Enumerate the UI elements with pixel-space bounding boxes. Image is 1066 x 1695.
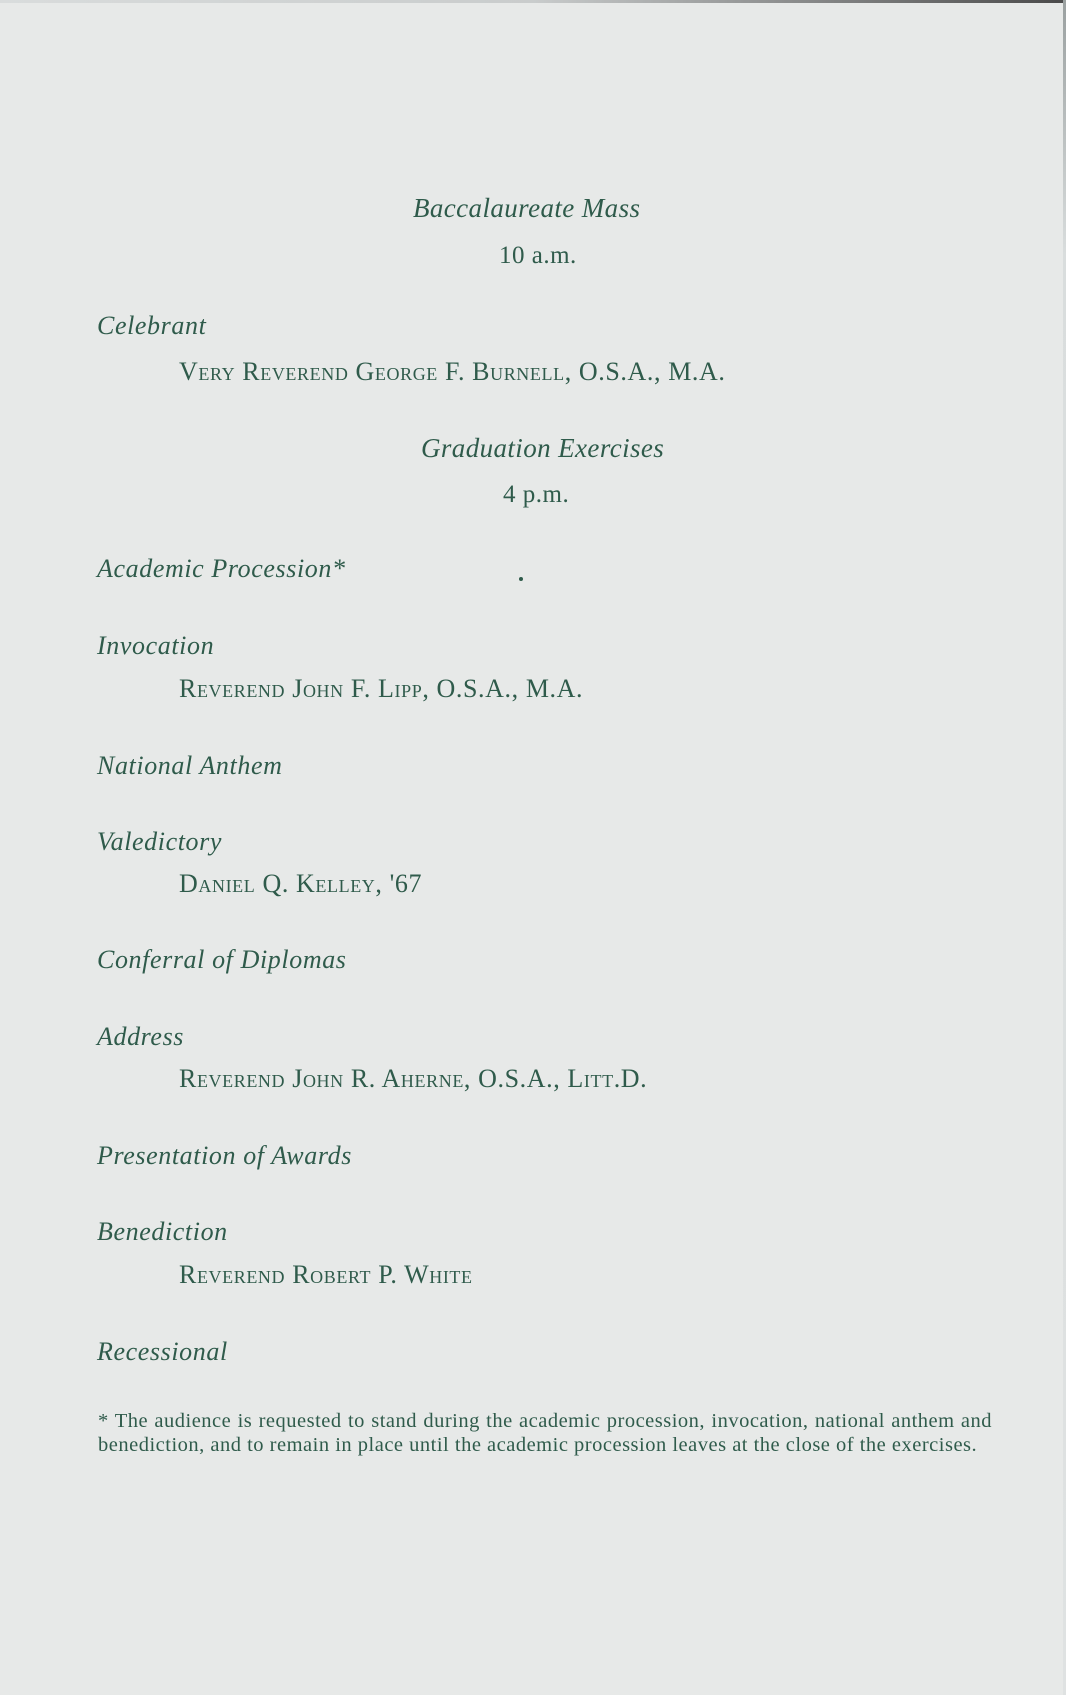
audience-footnote: * The audience is requested to stand during the academic procession, invocation, national anthem and benediction, and to remain in place until the academic procession leaves at the close of the exercises. bbox=[98, 1410, 992, 1456]
recessional-label: Recessional bbox=[97, 1337, 228, 1366]
benediction-label: Benediction bbox=[97, 1217, 228, 1246]
mass-title: Baccalaureate Mass bbox=[413, 193, 641, 223]
national-anthem-label: National Anthem bbox=[97, 751, 283, 780]
stray-dot-mark bbox=[519, 577, 523, 581]
valedictory-label: Valedictory bbox=[97, 827, 223, 856]
conferral-of-diplomas-label: Conferral of Diplomas bbox=[97, 945, 347, 974]
address-label: Address bbox=[97, 1022, 185, 1051]
invocation-name: Reverend John F. Lipp, O.S.A., M.A. bbox=[179, 674, 584, 703]
presentation-of-awards-label: Presentation of Awards bbox=[97, 1141, 352, 1170]
page-top-edge bbox=[0, 0, 1066, 3]
graduation-title: Graduation Exercises bbox=[421, 433, 665, 463]
celebrant-label: Celebrant bbox=[97, 311, 207, 340]
mass-time: 10 a.m. bbox=[499, 242, 577, 269]
celebrant-name: Very Reverend George F. Burnell, O.S.A., M.A. bbox=[179, 357, 726, 386]
graduation-time: 4 p.m. bbox=[503, 481, 570, 508]
invocation-label: Invocation bbox=[97, 631, 215, 660]
benediction-name: Reverend Robert P. White bbox=[179, 1260, 473, 1289]
academic-procession-label: Academic Procession* bbox=[97, 554, 346, 583]
valedictory-name: Daniel Q. Kelley, '67 bbox=[179, 869, 423, 898]
address-name: Reverend John R. Aherne, O.S.A., Litt.D. bbox=[179, 1064, 648, 1093]
